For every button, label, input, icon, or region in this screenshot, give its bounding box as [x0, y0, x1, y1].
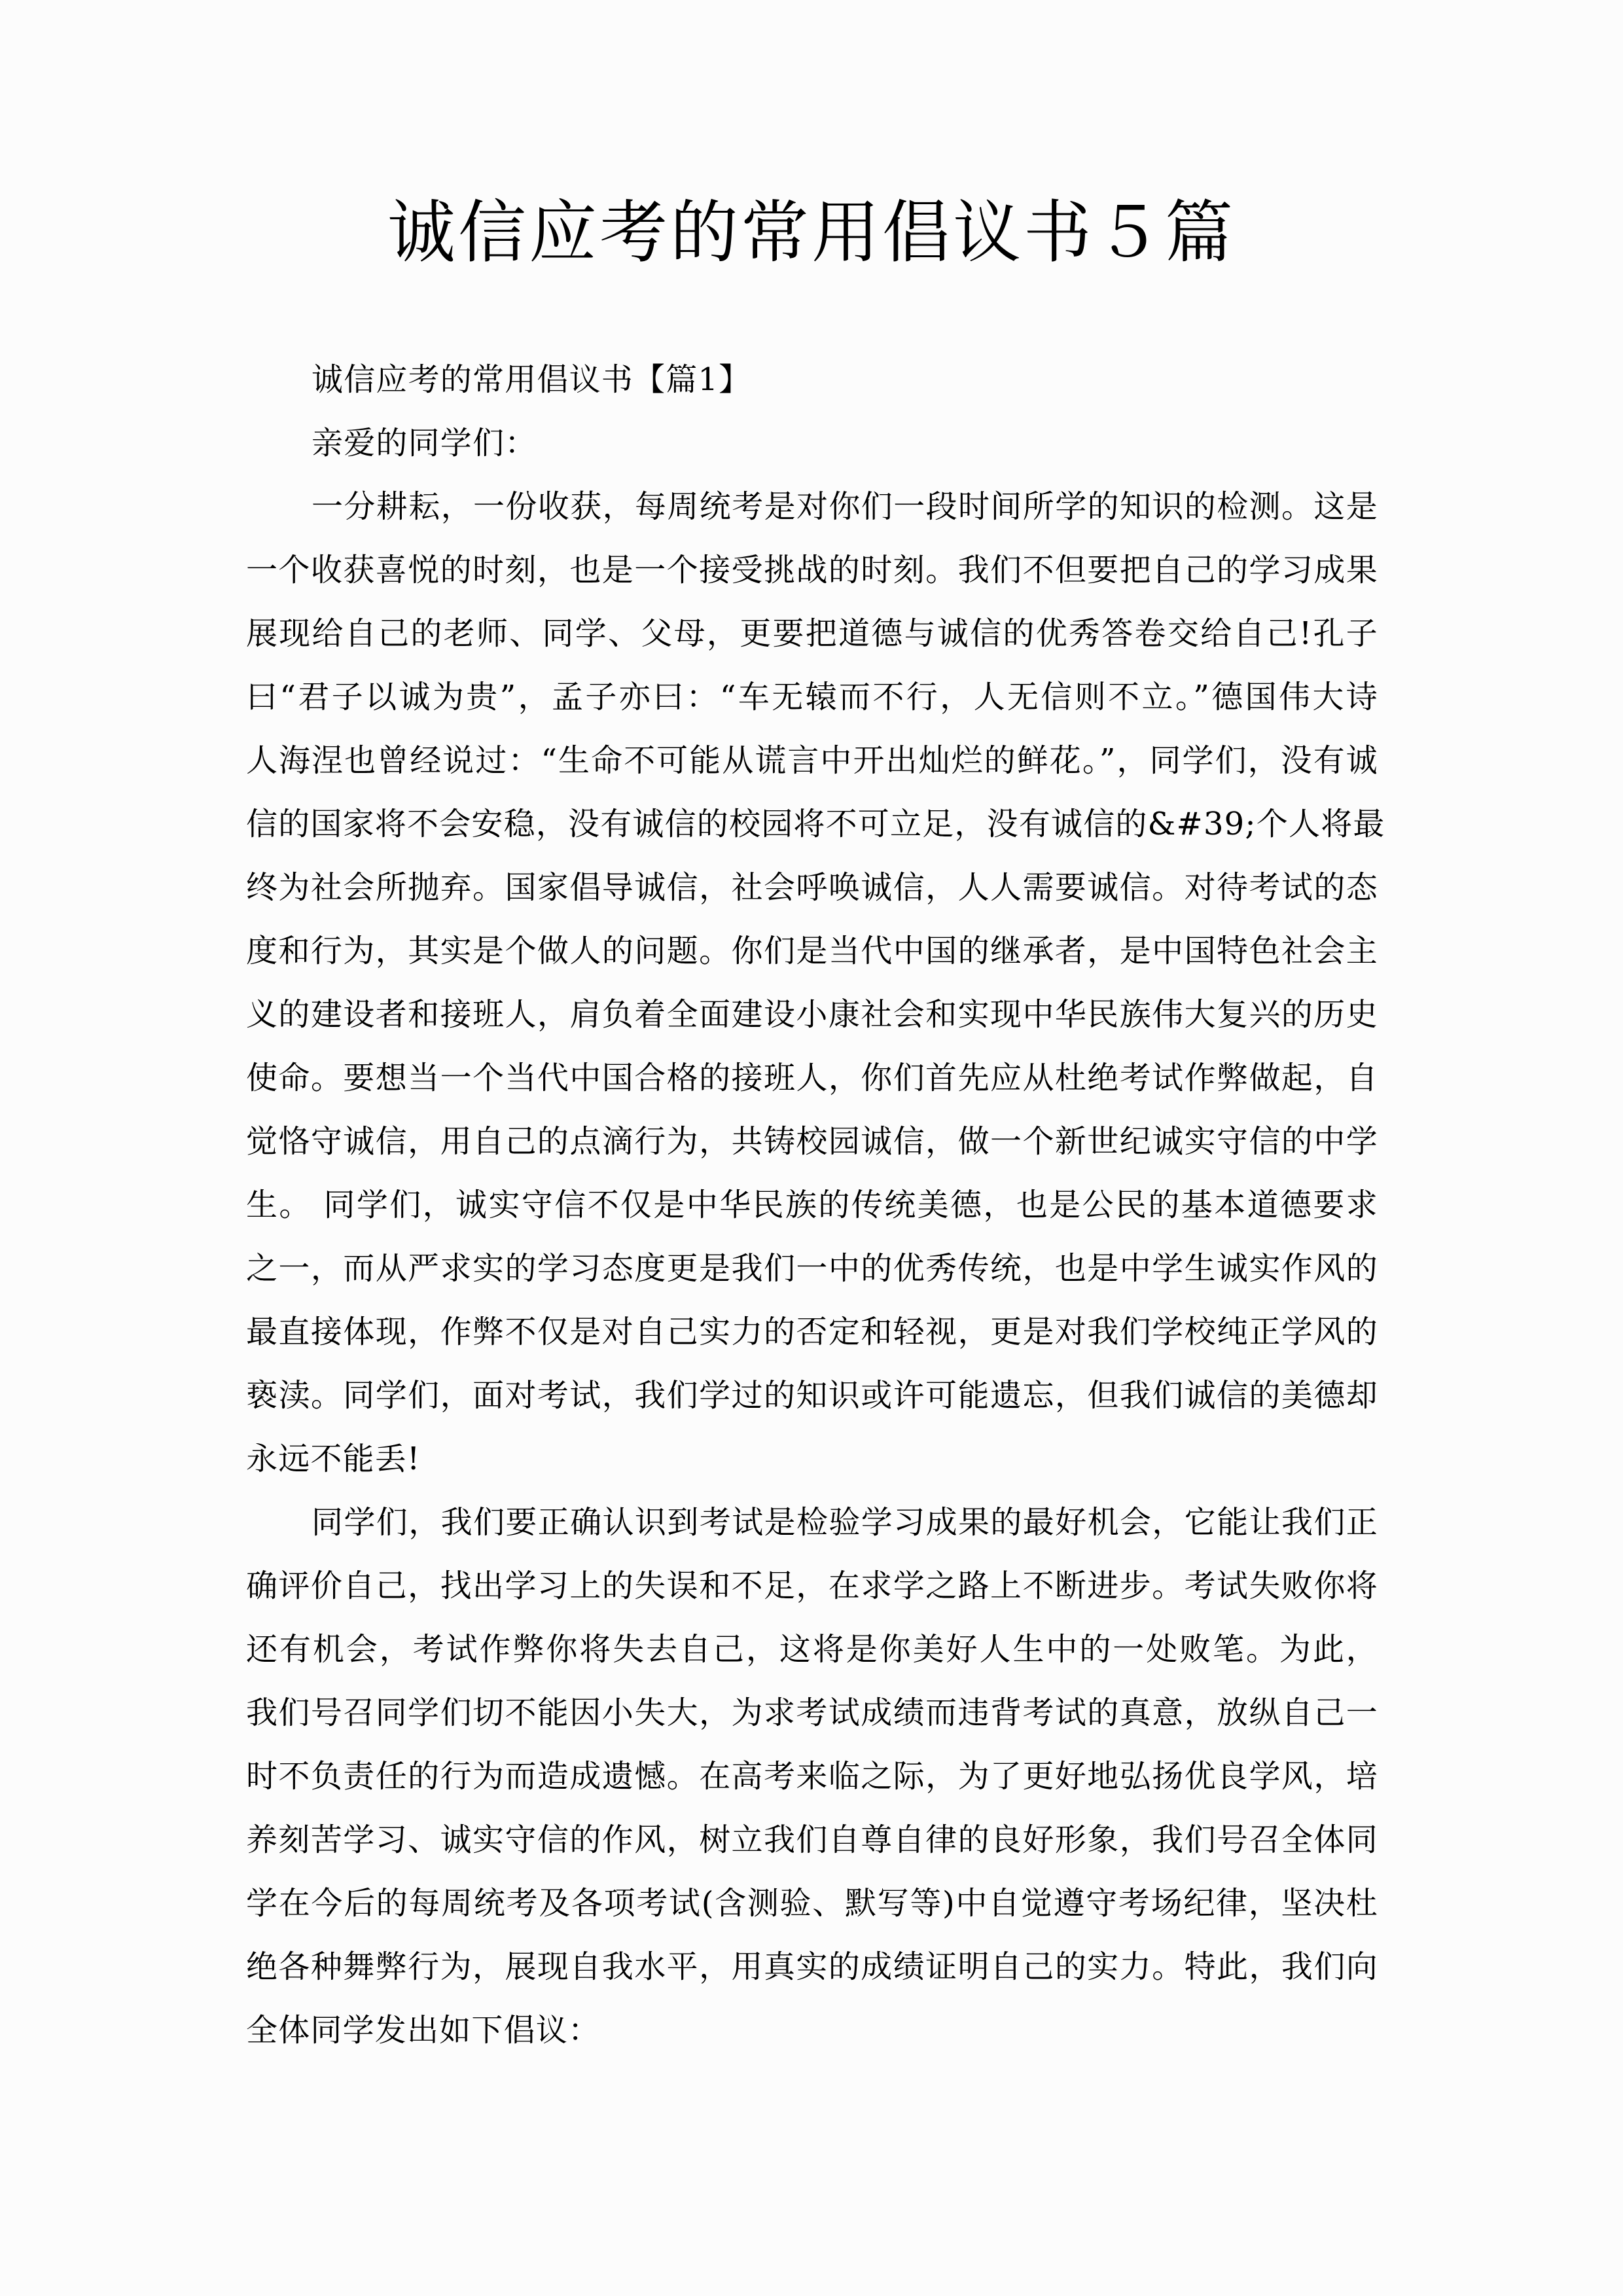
paragraph-line: 度和行为，其实是个做人的问题。你们是当代中国的继承者，是中国特色社会主 [246, 933, 1378, 969]
paragraph-line: 绝各种舞弊行为，展现自我水平，用真实的成绩证明自己的实力。特此，我们向 [246, 1948, 1378, 1985]
paragraph-line: 学在今后的每周统考及各项考试(含测验、默写等)中自觉遵守考场纪律，坚决杜 [246, 1885, 1378, 1922]
paragraph-line: 全体同学发出如下倡议： [246, 2012, 601, 2049]
paragraph-line: 还有机会，考试作弊你将失去自己，这将是你美好人生中的一处败笔。为此， [246, 1631, 1378, 1668]
paragraph-line: 之一，而从严求实的学习态度更是我们一中的优秀传统，也是中学生诚实作风的 [246, 1250, 1378, 1287]
paragraph-line: 永远不能丢! [246, 1441, 421, 1477]
paragraph-line: 一个收获喜悦的时刻，也是一个接受挑战的时刻。我们不但要把自己的学习成果 [246, 552, 1378, 588]
salutation: 亲爱的同学们： [312, 425, 537, 461]
paragraph-line: 最直接体现，作弊不仅是对自己实力的否定和轻视，更是对我们学校纯正学风的 [246, 1314, 1378, 1350]
paragraph-line: 信的国家将不会安稳，没有诚信的校园将不可立足，没有诚信的&#39;个人将最 [246, 806, 1385, 842]
paragraph-2 [246, 1499, 1378, 2071]
document-body [246, 357, 1385, 2071]
paragraph-line: 使命。要想当一个当代中国合格的接班人，你们首先应从杜绝考试作弊做起，自 [246, 1060, 1378, 1096]
paragraph-line: 同学们，我们要正确认识到考试是检验学习成果的最好机会，它能让我们正 [312, 1504, 1378, 1541]
paragraph-line: 曰“君子以诚为贵”，孟子亦曰：“车无辕而不行，人无信则不立。”德国伟大诗 [246, 679, 1378, 715]
paragraph-line: 义的建设者和接班人，肩负着全面建设小康社会和实现中华民族伟大复兴的历史 [246, 996, 1378, 1033]
paragraph-line: 养刻苦学习、诚实守信的作风，树立我们自尊自律的良好形象，我们号召全体同 [246, 1821, 1378, 1858]
paragraph-1 [246, 484, 1385, 1499]
paragraph-line: 终为社会所抛弃。国家倡导诚信，社会呼唤诚信，人人需要诚信。对待考试的态 [246, 869, 1378, 906]
paragraph-line: 人海涅也曾经说过：“生命不可能从谎言中开出灿烂的鲜花。”，同学们，没有诚 [246, 742, 1378, 779]
paragraph-line: 我们号召同学们切不能因小失大，为求考试成绩而违背考试的真意，放纵自己一 [246, 1695, 1378, 1731]
paragraph-line: 一分耕耘，一份收获，每周统考是对你们一段时间所学的知识的检测。这是 [312, 488, 1378, 525]
document-title: 诚信应考的常用倡议书５篇 [387, 192, 1236, 272]
paragraph-line: 展现给自己的老师、同学、父母，更要把道德与诚信的优秀答卷交给自己!孔子 [246, 615, 1378, 652]
paragraph-line: 觉恪守诚信，用自己的点滴行为，共铸校园诚信，做一个新世纪诚实守信的中学 [246, 1123, 1378, 1160]
paragraph-line: 时不负责任的行为而造成遗憾。在高考来临之际，为了更好地弘扬优良学风，培 [246, 1758, 1378, 1795]
paragraph-line: 生。 同学们，诚实守信不仅是中华民族的传统美德，也是公民的基本道德要求 [246, 1187, 1378, 1223]
paragraph-line: 亵渎。同学们，面对考试，我们学过的知识或许可能遗忘，但我们诚信的美德却 [246, 1377, 1378, 1414]
section-heading: 诚信应考的常用倡议书【篇1】 [312, 361, 751, 398]
paragraph-line: 确评价自己，找出学习上的失误和不足，在求学之路上不断进步。考试失败你将 [246, 1568, 1378, 1604]
